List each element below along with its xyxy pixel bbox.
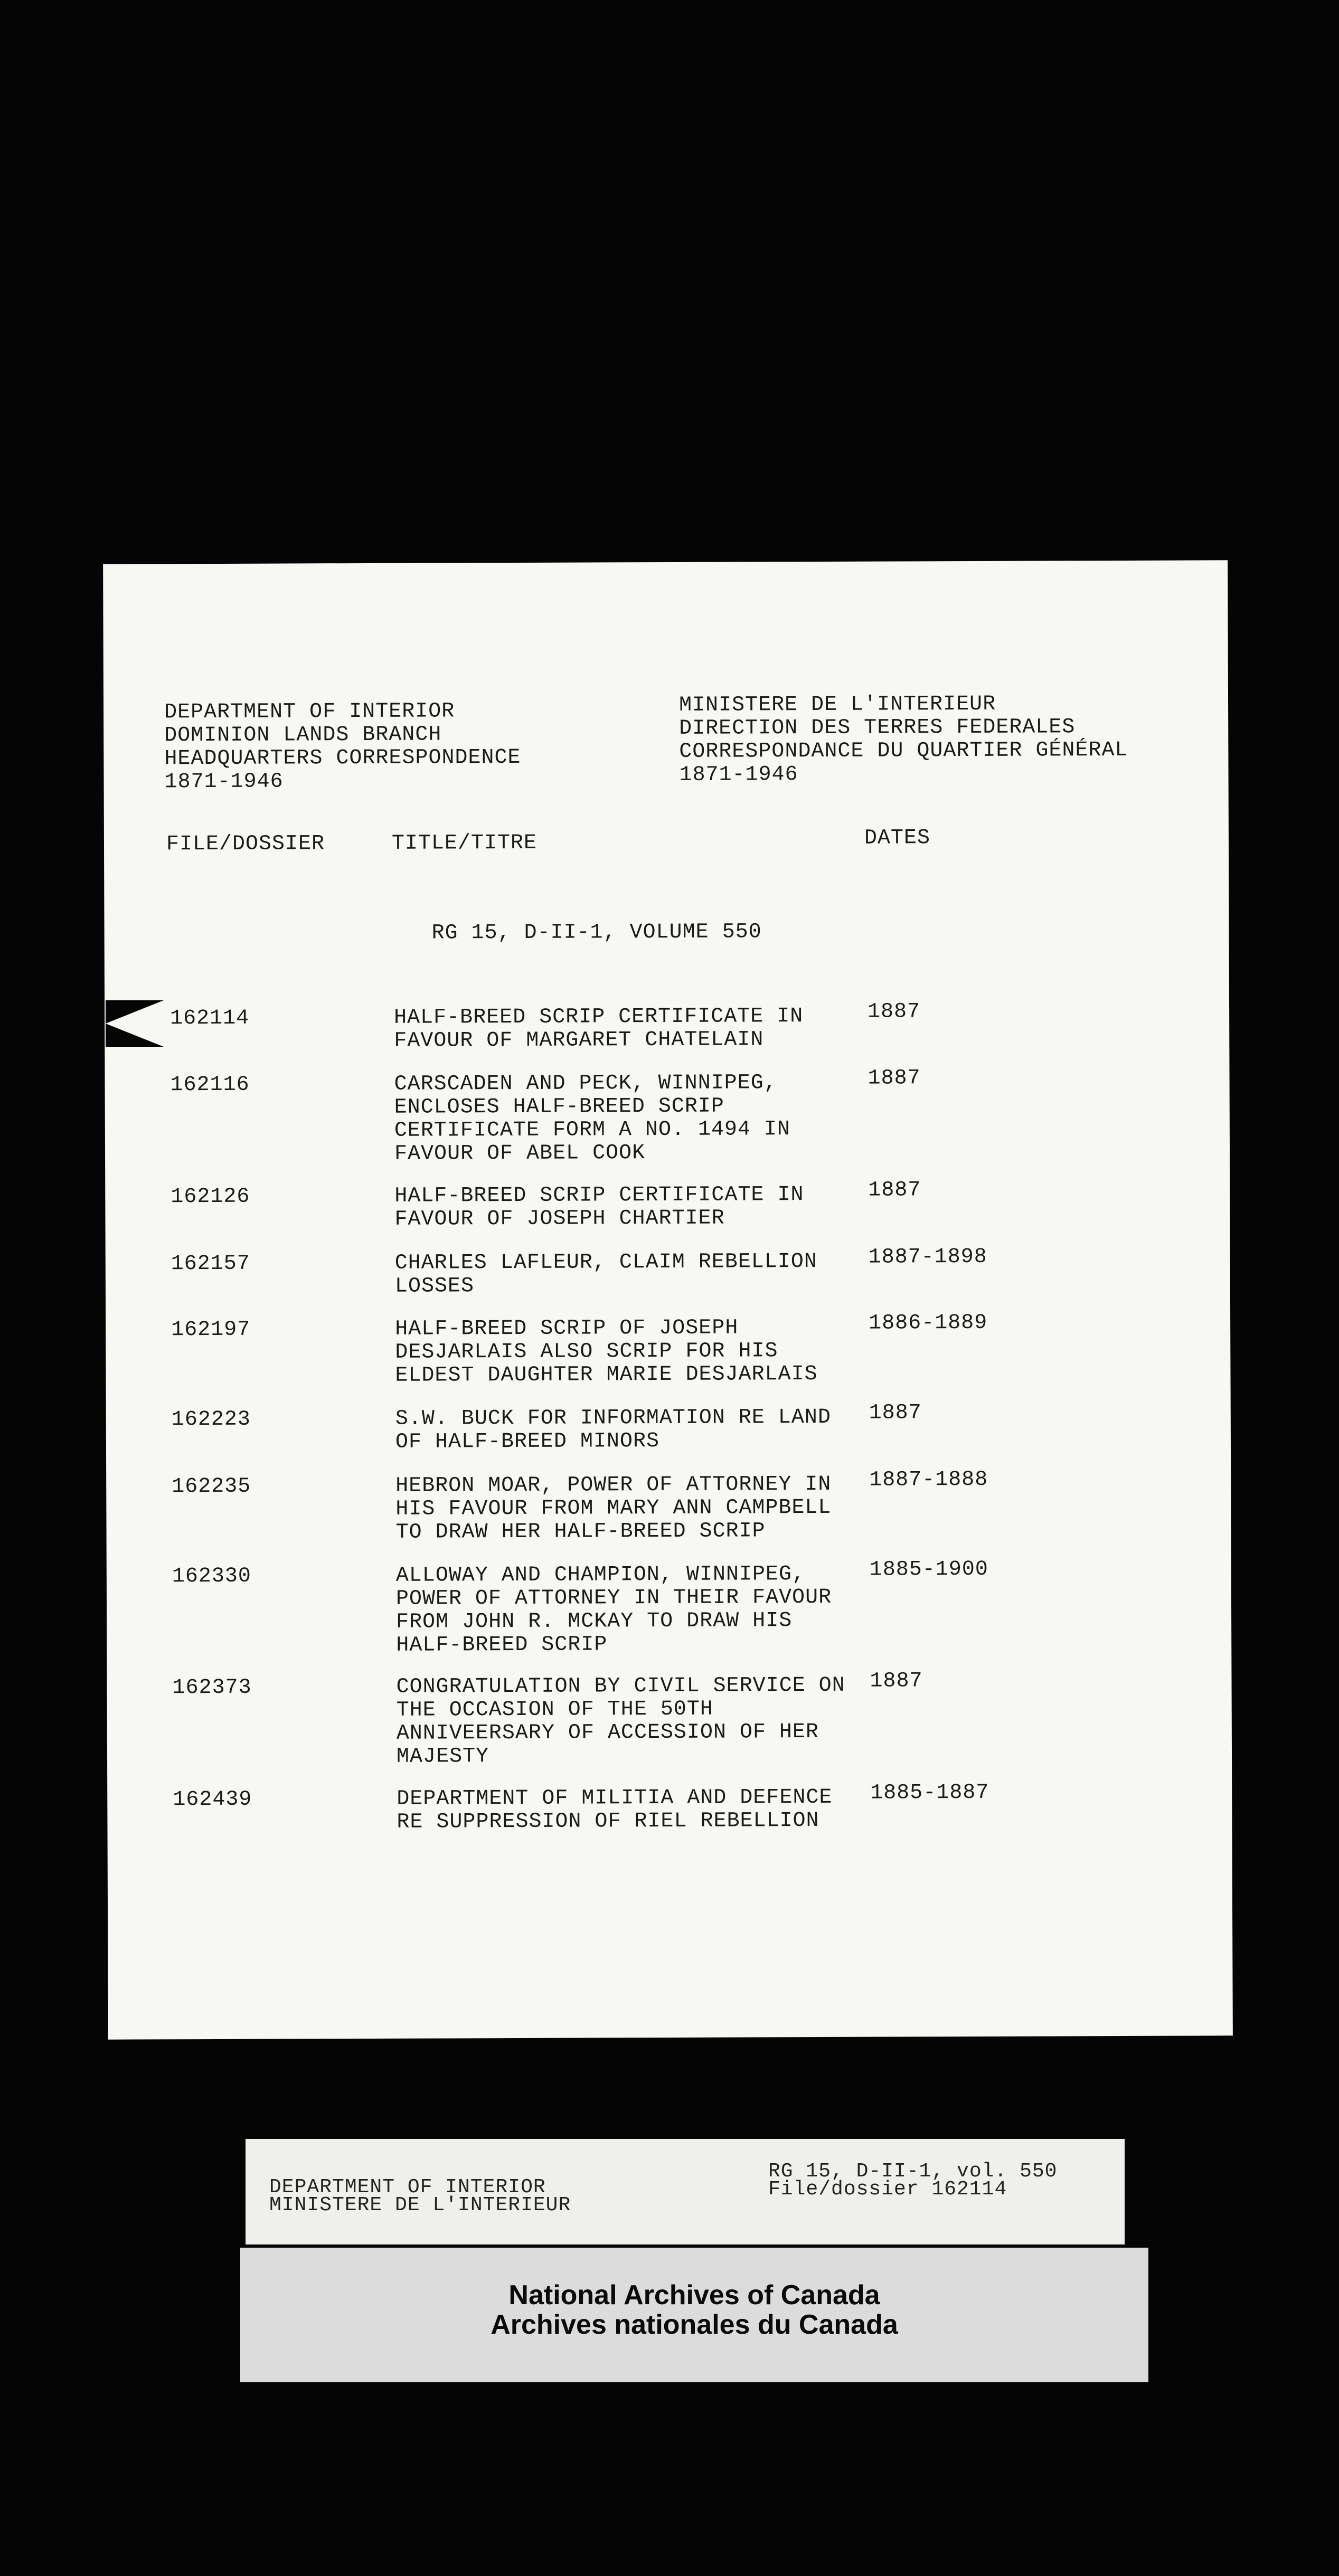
archives-name-french: Archives nationales du Canada: [491, 2309, 898, 2340]
entry-dates: 1887-1898: [868, 1245, 987, 1270]
file-number: 162439: [173, 1787, 252, 1812]
label-line: DEPARTMENT OF INTERIOR: [269, 2176, 546, 2199]
column-header-file: FILE/DOSSIER: [166, 832, 325, 857]
archive-reference-label: [246, 2139, 1125, 2244]
label-line: File/dossier 162114: [768, 2178, 1007, 2201]
entry-title: [395, 1406, 860, 1454]
entry-dates: 1885-1900: [869, 1557, 988, 1582]
column-header-dates: DATES: [864, 826, 931, 850]
list-item: [106, 1245, 1230, 1299]
pointer-arrow-icon: [106, 1000, 164, 1047]
header-french: [679, 693, 1128, 787]
file-number: 162197: [171, 1318, 251, 1342]
title-line: POWER OF ATTORNEY IN THEIR FAVOUR: [395, 1585, 832, 1611]
volume-reference: RG 15, D-II-1, VOLUME 550: [431, 920, 762, 945]
title-line: THE OCCASION OF THE 50TH: [396, 1697, 713, 1722]
title-line: HALF-BREED SCRIP OF JOSEPH: [395, 1316, 739, 1341]
title-line: OF HALF-BREED MINORS: [395, 1429, 660, 1454]
file-number: 162330: [172, 1564, 251, 1589]
entry-title: [394, 1183, 859, 1232]
title-line: HALF-BREED SCRIP: [396, 1633, 608, 1658]
file-number: 162235: [172, 1474, 251, 1499]
file-number: 162114: [170, 1006, 250, 1031]
list-item: [105, 1178, 1230, 1232]
list-item: [107, 1781, 1232, 1834]
list-item: [105, 1066, 1230, 1166]
title-line: DESJARLAIS ALSO SCRIP FOR HIS: [395, 1339, 778, 1365]
file-number: 162157: [171, 1252, 250, 1276]
title-line: HALF-BREED SCRIP CERTIFICATE IN: [394, 1183, 804, 1208]
entry-dates: 1887: [868, 1178, 921, 1202]
list-item: [105, 1000, 1229, 1053]
title-line: RE SUPPRESSION OF RIEL REBELLION: [397, 1809, 819, 1834]
entry-dates: 1885-1887: [870, 1781, 989, 1805]
title-line: HIS FAVOUR FROM MARY ANN CAMPBELL: [395, 1495, 832, 1521]
header-line: MINISTERE DE L'INTERIEUR: [678, 692, 996, 717]
header-line: DEPARTMENT OF INTERIOR: [164, 699, 455, 725]
entry-title: [395, 1317, 860, 1388]
list-item: [106, 1401, 1231, 1454]
entry-title: [395, 1473, 860, 1545]
header-line: CORRESPONDANCE DU QUARTIER GÉNÉRAL: [679, 738, 1128, 764]
title-line: LOSSES: [394, 1274, 475, 1299]
title-line: ALLOWAY AND CHAMPION, WINNIPEG,: [395, 1562, 806, 1588]
file-pointer-marker: [106, 1000, 169, 1048]
file-number: 162126: [171, 1185, 250, 1209]
entry-dates: 1887-1888: [869, 1467, 988, 1492]
title-line: CONGRATULATION BY CIVIL SERVICE ON: [396, 1673, 845, 1699]
title-line: FAVOUR OF MARGARET CHATELAIN: [394, 1028, 764, 1053]
title-line: TO DRAW HER HALF-BREED SCRIP: [395, 1519, 766, 1545]
entry-title: [396, 1563, 861, 1658]
archives-caption: [240, 2248, 1148, 2382]
title-line: FAVOUR OF ABEL COOK: [394, 1141, 646, 1166]
entry-dates: 1887: [870, 1669, 923, 1693]
file-list: [105, 1000, 1229, 1834]
header-line: 1871-1946: [679, 763, 798, 787]
file-number: 162116: [170, 1073, 250, 1097]
entry-title: [394, 1072, 859, 1166]
title-line: HALF-BREED SCRIP CERTIFICATE IN: [394, 1005, 804, 1030]
title-line: ANNIVEERSARY OF ACCESSION OF HER: [396, 1720, 819, 1746]
file-number: 162373: [172, 1675, 252, 1700]
list-item: [107, 1669, 1231, 1769]
entry-title: [396, 1674, 861, 1769]
entry-dates: 1887: [867, 1066, 921, 1091]
header-line: HEADQUARTERS CORRESPONDENCE: [164, 745, 521, 771]
entry-dates: 1887: [869, 1401, 922, 1425]
title-line: DEPARTMENT OF MILITIA AND DEFENCE: [397, 1785, 833, 1811]
column-header-title: TITLE/TITRE: [391, 831, 538, 856]
header-line: DOMINION LANDS BRANCH: [164, 723, 442, 748]
title-line: FROM JOHN R. MCKAY TO DRAW HIS: [396, 1609, 793, 1634]
title-line: CHARLES LAFLEUR, CLAIM REBELLION: [394, 1250, 817, 1275]
archives-name-english: National Archives of Canada: [508, 2280, 880, 2310]
file-number: 162223: [171, 1407, 251, 1432]
entry-dates: 1887: [867, 1000, 921, 1024]
title-line: ENCLOSES HALF-BREED SCRIP: [394, 1094, 724, 1120]
label-line: MINISTERE DE L'INTERIEUR: [269, 2194, 571, 2217]
header-line: DIRECTION DES TERRES FEDERALES: [679, 715, 1076, 741]
entry-title: [394, 1005, 859, 1053]
label-department: [269, 2176, 571, 2217]
document-page: [103, 560, 1233, 2039]
header-english: [164, 700, 521, 794]
title-line: HEBRON MOAR, POWER OF ATTORNEY IN: [395, 1472, 832, 1498]
list-item: [107, 1557, 1231, 1658]
label-file-reference: [768, 2160, 1058, 2201]
title-line: CERTIFICATE FORM A NO. 1494 IN: [394, 1117, 791, 1143]
entry-dates: 1886-1889: [869, 1311, 988, 1336]
list-item: [106, 1311, 1230, 1388]
label-line: RG 15, D-II-1, vol. 550: [768, 2160, 1058, 2183]
entry-title: [395, 1251, 860, 1299]
header-line: 1871-1946: [164, 770, 284, 794]
title-line: MAJESTY: [396, 1745, 489, 1769]
list-item: [106, 1467, 1231, 1545]
entry-title: [397, 1786, 861, 1834]
title-line: FAVOUR OF JOSEPH CHARTIER: [394, 1206, 725, 1232]
title-line: S.W. BUCK FOR INFORMATION RE LAND: [395, 1405, 831, 1431]
title-line: CARSCADEN AND PECK, WINNIPEG,: [394, 1071, 777, 1096]
title-line: ELDEST DAUGHTER MARIE DESJARLAIS: [395, 1362, 818, 1388]
